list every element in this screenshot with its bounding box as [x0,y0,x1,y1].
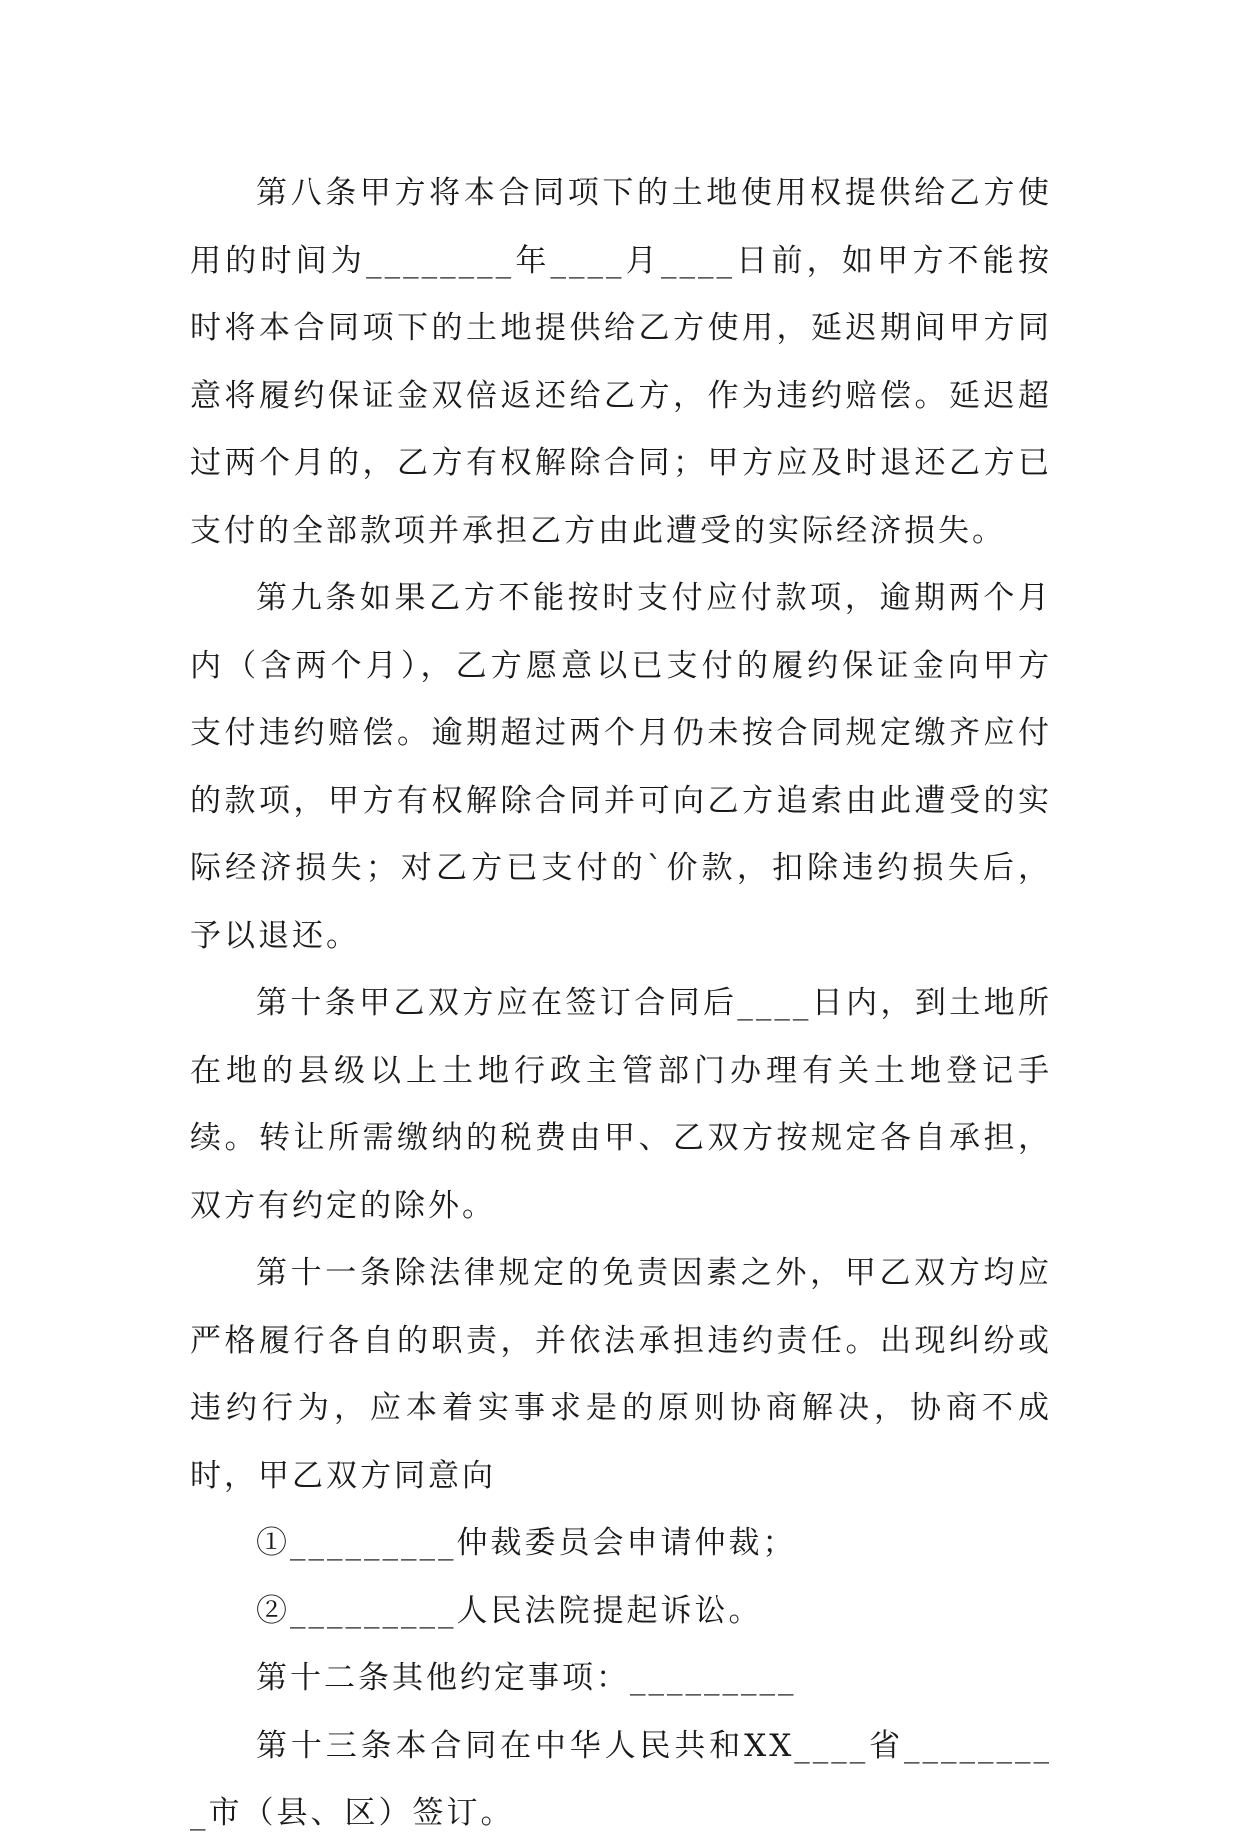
clause-8-paragraph: 第八条甲方将本合同项下的土地使用权提供给乙方使用的时间为________年____月____日前，如甲方不能按时将本合同项下的土地提供给乙方使用，延迟期间甲方同意将履约保证金双倍返还给乙方，作为违约赔偿。延迟超过两个月的，乙方有权解除合同；甲方应及时退还乙方已支付的全部款项并承担乙方由此遭受的实际经济损失。 [190,175,1052,549]
clause-12-paragraph: 第十二条其他约定事项：_________ [256,1660,797,1696]
clause-11-paragraph: 第十一条除法律规定的免责因素之外，甲乙双方均应严格履行各自的职责，并依法承担违约责任。出现纠纷或违约行为，应本着实事求是的原则协商解决，协商不成时，甲乙双方同意向 [190,1255,1052,1494]
clause-9-paragraph: 第九条如果乙方不能按时支付应付款项，逾期两个月内（含两个月），乙方愿意以已支付的履约保证金向甲方支付违约赔偿。逾期超过两个月仍未按合同规定缴齐应付的款项，甲方有权解除合同并可向乙方追索由此遭受的实际经济损失；对乙方已支付的`价款，扣除违约损失后，予以退还。 [190,580,1052,954]
document-body [190,160,1052,1848]
clause-10-paragraph: 第十条甲乙双方应在签订合同后____日内，到土地所在地的县级以上土地行政主管部门办理有关土地登记手续。转让所需缴纳的税费由甲、乙双方按规定各自承担，双方有约定的除外。 [190,985,1052,1224]
arbitration-option: ①_________仲裁委员会申请仲裁； [256,1525,797,1561]
clause-13-paragraph: 第十三条本合同在中华人民共和XX____省_________市（县、区）签订。 [190,1727,1052,1831]
litigation-option: ②_________人民法院提起诉讼。 [256,1592,763,1629]
